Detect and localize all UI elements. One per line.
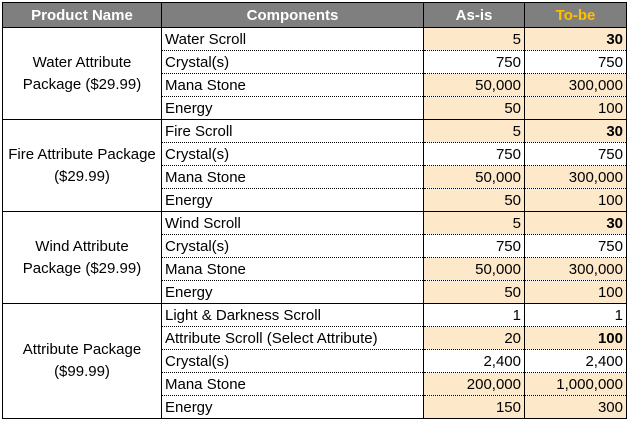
table-body [3, 28, 627, 419]
component-cell: Wind Scroll [162, 212, 424, 235]
product-name-cell: Attribute Package ($99.99) [3, 304, 162, 419]
component-cell: Mana Stone [162, 258, 424, 281]
header-components: Components [162, 3, 424, 28]
to-be-cell: 300,000 [525, 166, 627, 189]
to-be-cell: 750 [525, 143, 627, 166]
component-cell: Mana Stone [162, 166, 424, 189]
component-cell: Crystal(s) [162, 51, 424, 74]
as-is-cell: 5 [424, 212, 525, 235]
as-is-cell: 750 [424, 51, 525, 74]
header-to-be: To-be [525, 3, 627, 28]
component-cell: Mana Stone [162, 74, 424, 97]
product-name-cell: Water Attribute Package ($29.99) [3, 28, 162, 120]
header-product-name: Product Name [3, 3, 162, 28]
as-is-cell: 5 [424, 120, 525, 143]
to-be-cell: 750 [525, 51, 627, 74]
to-be-cell: 100 [525, 327, 627, 350]
component-cell: Energy [162, 97, 424, 120]
to-be-cell: 2,400 [525, 350, 627, 373]
to-be-cell: 30 [525, 120, 627, 143]
as-is-cell: 20 [424, 327, 525, 350]
as-is-cell: 200,000 [424, 373, 525, 396]
package-comparison-table [2, 2, 627, 419]
component-cell: Mana Stone [162, 373, 424, 396]
as-is-cell: 150 [424, 396, 525, 419]
component-cell: Attribute Scroll (Select Attribute) [162, 327, 424, 350]
table-row [3, 304, 627, 327]
component-cell: Energy [162, 189, 424, 212]
as-is-cell: 50,000 [424, 166, 525, 189]
header-as-is: As-is [424, 3, 525, 28]
component-cell: Crystal(s) [162, 235, 424, 258]
to-be-cell: 100 [525, 281, 627, 304]
as-is-cell: 5 [424, 28, 525, 51]
table-row [3, 120, 627, 143]
component-cell: Light & Darkness Scroll [162, 304, 424, 327]
to-be-cell: 100 [525, 189, 627, 212]
as-is-cell: 750 [424, 143, 525, 166]
to-be-cell: 300,000 [525, 258, 627, 281]
to-be-cell: 1 [525, 304, 627, 327]
as-is-cell: 2,400 [424, 350, 525, 373]
to-be-cell: 300 [525, 396, 627, 419]
header-row [3, 3, 627, 28]
as-is-cell: 750 [424, 235, 525, 258]
product-name-cell: Wind Attribute Package ($29.99) [3, 212, 162, 304]
as-is-cell: 1 [424, 304, 525, 327]
product-name-cell: Fire Attribute Package ($29.99) [3, 120, 162, 212]
to-be-cell: 30 [525, 212, 627, 235]
as-is-cell: 50 [424, 189, 525, 212]
to-be-cell: 750 [525, 235, 627, 258]
component-cell: Fire Scroll [162, 120, 424, 143]
to-be-cell: 100 [525, 97, 627, 120]
table-row [3, 28, 627, 51]
component-cell: Crystal(s) [162, 143, 424, 166]
component-cell: Crystal(s) [162, 350, 424, 373]
as-is-cell: 50 [424, 97, 525, 120]
to-be-cell: 30 [525, 28, 627, 51]
component-cell: Energy [162, 281, 424, 304]
to-be-cell: 1,000,000 [525, 373, 627, 396]
component-cell: Energy [162, 396, 424, 419]
as-is-cell: 50 [424, 281, 525, 304]
to-be-cell: 300,000 [525, 74, 627, 97]
table-row [3, 212, 627, 235]
component-cell: Water Scroll [162, 28, 424, 51]
as-is-cell: 50,000 [424, 74, 525, 97]
as-is-cell: 50,000 [424, 258, 525, 281]
